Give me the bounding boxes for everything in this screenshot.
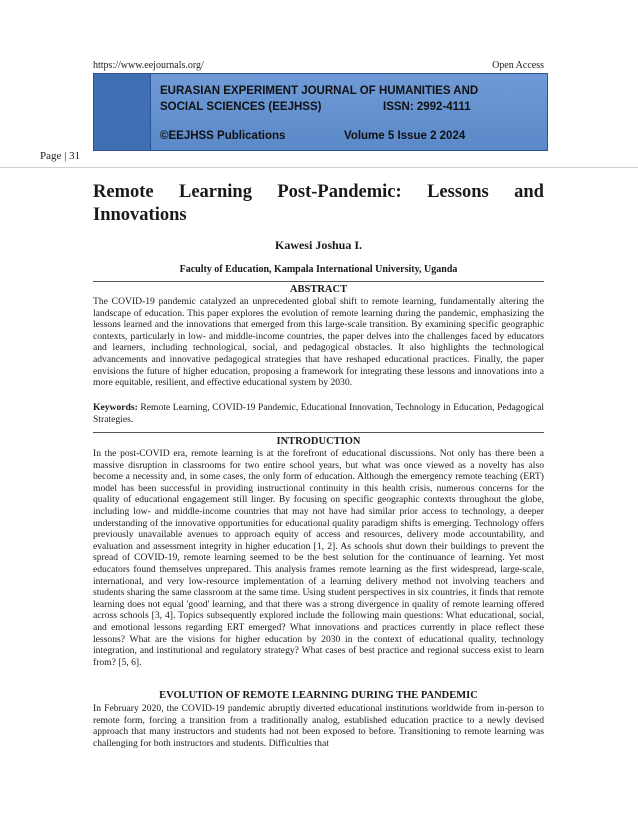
divider xyxy=(0,167,638,168)
title-word: Post-Pandemic: xyxy=(277,182,402,202)
abstract-text: The COVID-19 pandemic catalyzed an unprecedented global shift to remote learning, fundamentally altering the landscape of education. This paper explores the evolution of remote learning during the pandemic, emphasizing the lessons learned and the innovations that emerged from this large-scale transition. By examining specific geographic contexts, particularly in low- and middle-income countries, the paper delves into the challenges faced by educators and learners, including technological, social, and pedagogical obstacles. It also highlights the technological advancements and innovative pedagogical strategies that have reshaped educational practices. Finally, the paper envisions the future of higher education, proposing a framework for integrating these lessons and innovations into a more equitable, resilient, and effective educational system by 2030. xyxy=(93,296,544,389)
open-access-label: Open Access xyxy=(492,60,544,71)
evolution-heading: EVOLUTION OF REMOTE LEARNING DURING THE PANDEMIC xyxy=(159,690,478,701)
journal-banner xyxy=(93,73,548,151)
volume-issue: Volume 5 Issue 2 2024 xyxy=(344,130,466,142)
abstract-heading: ABSTRACT xyxy=(289,284,348,295)
journal-name-line1: EURASIAN EXPERIMENT JOURNAL OF HUMANITIES AND xyxy=(160,85,479,97)
keywords-text: Remote Learning, COVID-19 Pandemic, Educational Innovation, Technology in Education, Pedagogical Strategies. xyxy=(93,402,544,425)
banner-panel xyxy=(150,74,547,150)
title-word: Lessons xyxy=(427,182,489,202)
page-number: Page | 31 xyxy=(40,150,81,162)
title-word: Learning xyxy=(178,182,252,202)
title-line1 xyxy=(93,181,544,204)
author-name: Kawesi Joshua I. xyxy=(274,238,363,252)
title-line2: Innovations xyxy=(93,205,187,225)
divider xyxy=(93,281,544,282)
evolution-text: In February 2020, the COVID-19 pandemic abruptly diverted educational institutions worldwide from in-person to remote form, forcing a transition from a traditionally analog, established education practice to a newly devised approach that many instructors and students had not been exposed to before. Transitioning to remote learning was challenging for both instructors and students. Difficulties that xyxy=(93,703,544,749)
journal-url[interactable]: https://www.eejournals.org/ xyxy=(93,60,204,71)
title-word: and xyxy=(514,182,544,202)
introduction-text: In the post-COVID era, remote learning is at the forefront of educational discussions. Not only has there been a massive disruption in classrooms for two entire school years, but what was once viewed as a novelty has also become a necessity and, in some cases, the only form of education. Although the emergency remote teaching (ERT) model has been successful in providing instructional continuity in this health crisis, numerous concerns for the quality of educational engagement still linger. By focusing on specific geographic contexts throughout the globe, including low- and middle-income countries that may not have had similar prior access to technology, a deeper understanding of the innovative opportunities for educational quality paradigm shifts is emerging. Technology offers previously unavailable avenues to approach equity of access and resources, delivery mode accountability, and evaluation and assessment integrity in higher education [1, 2]. As schools shut down their buildings to prevent the spread of COVID-19, remote learning seemed to be the best solution for the continuance of learning. Yet most educators found themselves unprepared. This analysis frames remote learning as the first widespread, large-scale, international, and very low-resource implementation of a learning delivery method not involving teachers and students sharing the same classroom at the same time. Using student perspectives in six countries, it finds that remote learning does not equal 'good' learning, and that there was a strong divergence in quality of remote learning offered across schools [3, 4]. Topics subsequently explored include the following main questions: What educational, social, and emotional lessons regarding ERT emerged? What innovations and practices currently in place reflect these lessons? What are the visions for higher education by 2030 in the context of educational quality, technology integration, and institutional and regulatory strategy? What cases of best practice and regional success exist to learn from? [5, 6]. xyxy=(93,448,544,668)
author-affiliation: Faculty of Education, Kampala International University, Uganda xyxy=(179,264,458,275)
journal-issn: ISSN: 2992-4111 xyxy=(383,101,471,113)
title-word: Remote xyxy=(93,182,154,202)
article-title xyxy=(93,181,544,227)
keywords xyxy=(93,402,544,425)
journal-name-line2: SOCIAL SCIENCES (EEJHSS) xyxy=(160,101,322,113)
introduction-heading: INTRODUCTION xyxy=(276,436,361,447)
keywords-label: Keywords: xyxy=(93,402,138,413)
publisher-label: ©EEJHSS Publications xyxy=(160,130,286,142)
divider xyxy=(93,432,544,433)
